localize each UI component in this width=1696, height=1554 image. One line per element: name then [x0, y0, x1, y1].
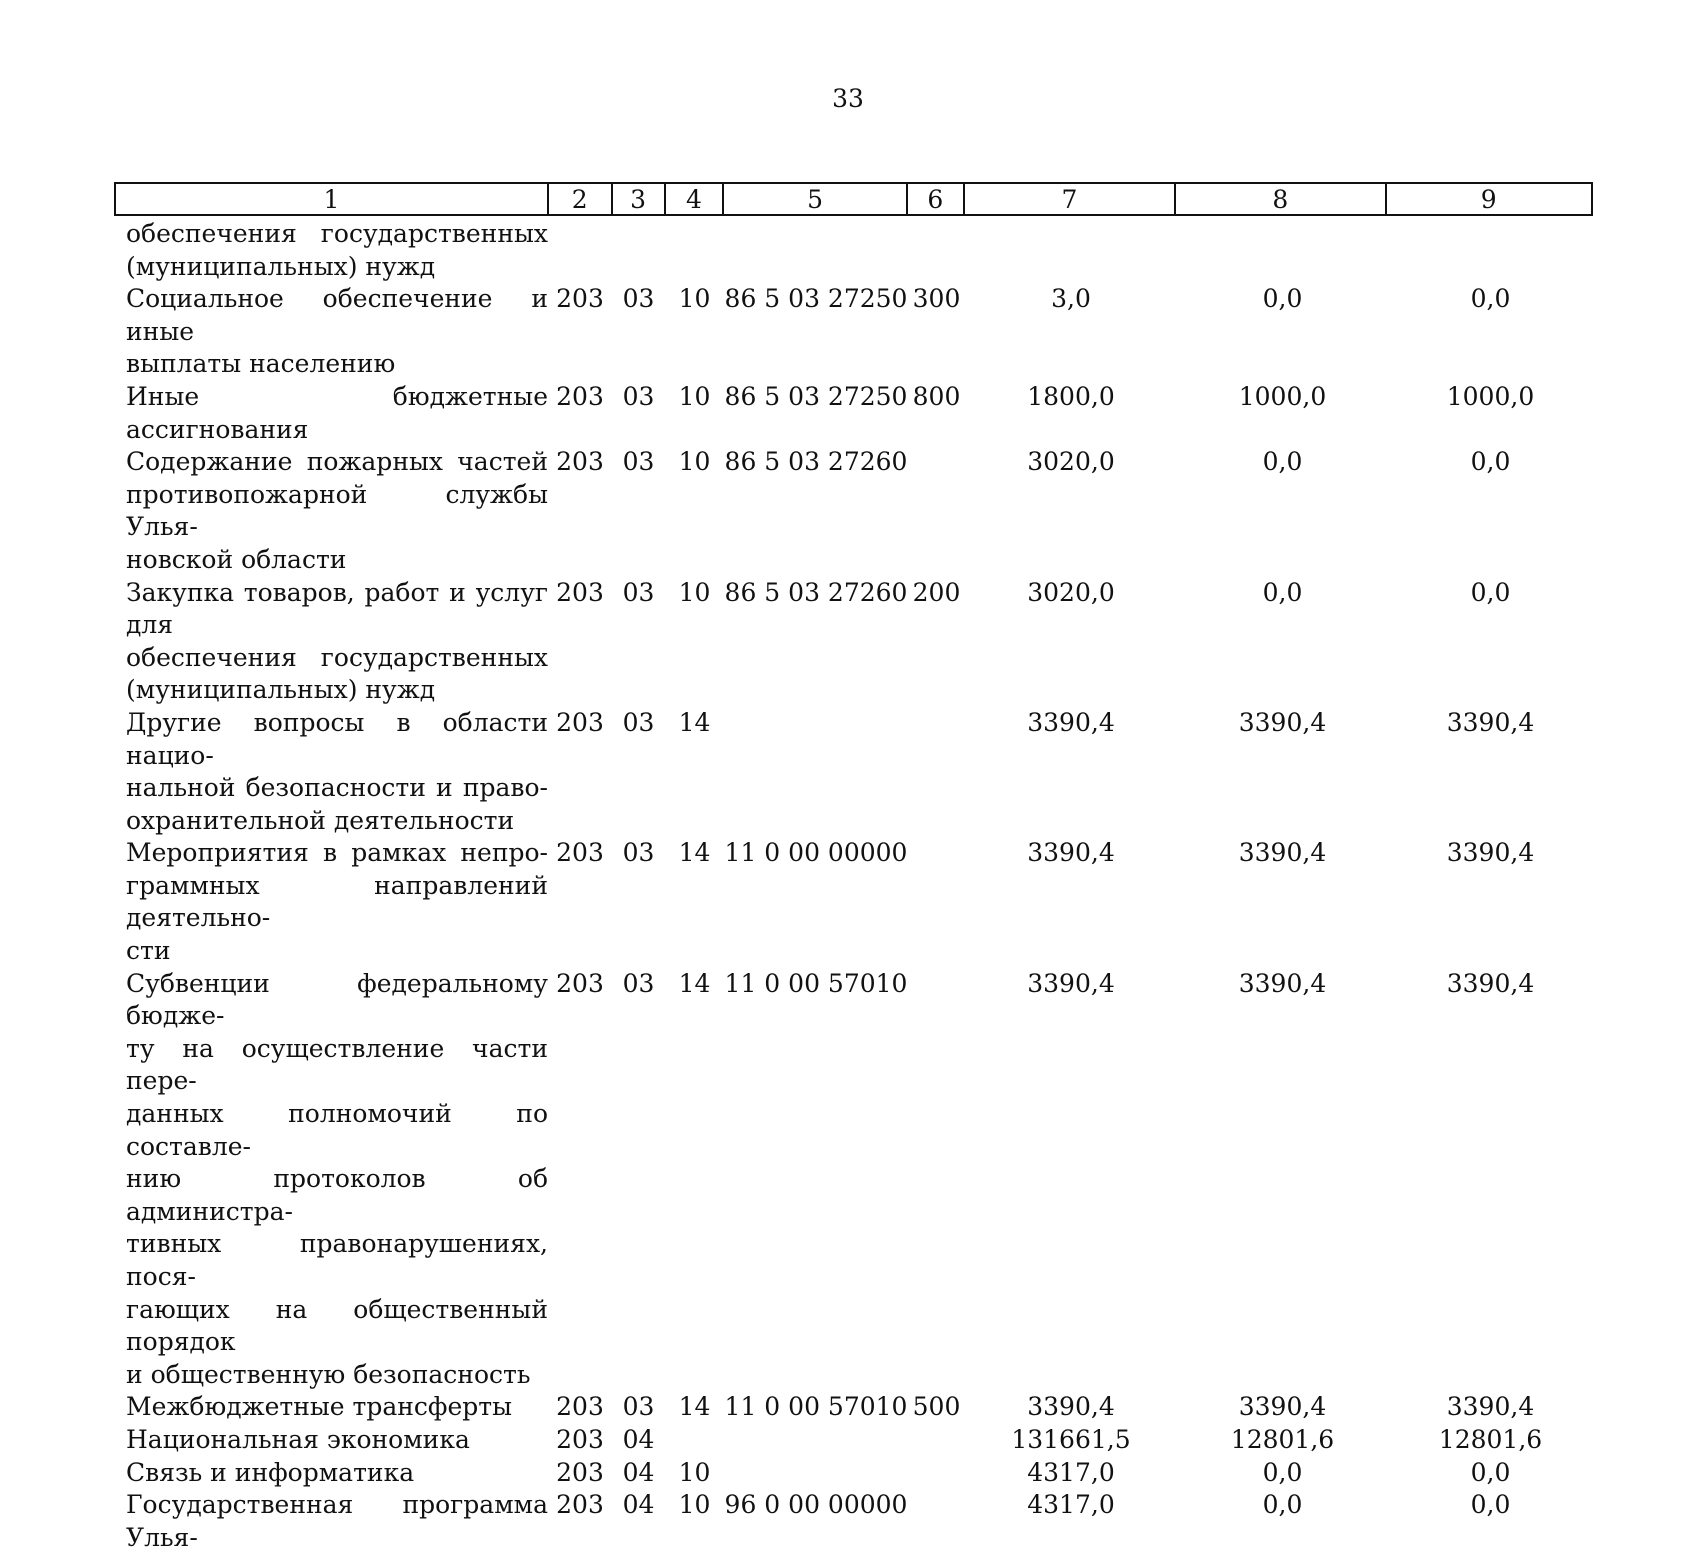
cell-col-7: 3020,0: [1027, 577, 1115, 607]
cell-col-3: 03: [622, 284, 655, 314]
cell-col-2: 203: [556, 707, 604, 737]
cell-col-8: 1000,0: [1238, 381, 1327, 411]
cell-col-5: 11 0 00 57010: [724, 968, 908, 998]
cell-col-4: 10: [678, 1490, 711, 1520]
cell-col-2: 203: [556, 381, 604, 411]
header-cell-col-8: 8: [1176, 184, 1386, 214]
cell-col-6: 500: [912, 1392, 961, 1422]
cell-text-line: нию протоколов об администра-: [126, 1164, 548, 1226]
cell-col-1-name: [114, 1391, 548, 1424]
table-row: [114, 837, 1593, 967]
cell-col-1-name: [114, 1489, 548, 1554]
cell-col-2: 203: [556, 1457, 604, 1487]
cell-text-line: охранительной деятельности: [126, 805, 515, 835]
cell-col-8: 0,0: [1262, 577, 1303, 607]
table-body: [114, 218, 1593, 1554]
cell-col-3: 03: [622, 577, 655, 607]
cell-text-line: Связь и информатика: [126, 1457, 415, 1487]
table-row: [114, 218, 1593, 283]
cell-col-9: 0,0: [1470, 284, 1511, 314]
cell-text-line: (муниципальных) нужд: [126, 675, 436, 705]
cell-col-9: 12801,6: [1438, 1424, 1543, 1454]
cell-col-3: 03: [622, 838, 655, 868]
cell-col-5: 86 5 03 27260: [724, 577, 908, 607]
cell-col-3: 04: [622, 1457, 655, 1487]
table-row: [114, 1457, 1593, 1490]
cell-col-4: 14: [678, 1392, 711, 1422]
cell-col-8: 3390,4: [1238, 707, 1327, 737]
header-cell-col-6: 6: [908, 184, 965, 214]
cell-col-9: 3390,4: [1446, 707, 1535, 737]
header-cell-col-9: 9: [1480, 184, 1497, 214]
cell-col-8: 0,0: [1262, 1490, 1303, 1520]
cell-col-3: 03: [622, 968, 655, 998]
cell-col-5: 11 0 00 57010: [724, 1392, 908, 1422]
cell-col-2: 203: [556, 1490, 604, 1520]
cell-col-1-name: [114, 446, 548, 576]
cell-text-line: граммных направлений деятельно-: [126, 870, 548, 933]
cell-col-1-name: [114, 577, 548, 707]
cell-text-line: и общественную безопасность: [126, 1359, 531, 1389]
cell-col-8: 3390,4: [1238, 838, 1327, 868]
cell-text-line: гающих на общественный порядок: [126, 1294, 548, 1357]
cell-col-4: 14: [678, 968, 711, 998]
cell-col-4: 14: [678, 838, 711, 868]
cell-col-2: 203: [556, 284, 604, 314]
cell-col-8: 3390,4: [1238, 968, 1327, 998]
cell-text-line: сти: [126, 936, 171, 966]
cell-col-7: 131661,5: [1011, 1424, 1131, 1454]
cell-col-1-name: [114, 1457, 548, 1490]
table-row: [114, 283, 1593, 381]
cell-text-line: Другие вопросы в области нацио-: [126, 707, 548, 770]
cell-col-6: 200: [912, 577, 961, 607]
cell-text-line: Национальная экономика: [126, 1424, 470, 1454]
table-row: [114, 1489, 1593, 1554]
cell-text-line: Социальное обеспечение и иные: [126, 284, 548, 346]
cell-text-line: Межбюджетные трансферты: [126, 1392, 513, 1422]
header-cell-col-1: 1: [116, 184, 549, 214]
cell-col-4: 10: [678, 577, 711, 607]
cell-text-line: Закупка товаров, работ и услуг для: [126, 577, 548, 640]
cell-col-5: 86 5 03 27260: [724, 447, 908, 477]
cell-col-9: 3390,4: [1446, 1392, 1535, 1422]
cell-col-1-name: [114, 283, 548, 381]
cell-col-5: 96 0 00 00000: [724, 1490, 908, 1520]
cell-col-4: 10: [678, 447, 711, 477]
cell-text-line: ту на осуществление части пере-: [126, 1033, 548, 1096]
cell-col-1-name: [114, 218, 548, 283]
cell-col-2: 203: [556, 968, 604, 998]
table-row: [114, 1424, 1593, 1457]
cell-col-7: 3390,4: [1027, 838, 1115, 868]
cell-text-line: тивных правонарушениях, пося-: [126, 1229, 548, 1291]
cell-col-9: 0,0: [1470, 447, 1511, 477]
cell-col-4: 10: [678, 381, 711, 411]
cell-text-line: обеспечения государственных: [126, 642, 548, 672]
header-cell-col-5: 5: [724, 184, 908, 214]
cell-col-3: 03: [622, 1392, 655, 1422]
cell-col-7: 4317,0: [1027, 1457, 1115, 1487]
table-row: [114, 1391, 1593, 1424]
table-row: [114, 707, 1593, 837]
cell-col-3: 03: [622, 381, 655, 411]
cell-col-9: 3390,4: [1446, 968, 1535, 998]
cell-col-7: 3390,4: [1027, 707, 1115, 737]
cell-col-8: 12801,6: [1230, 1424, 1335, 1454]
cell-text-line: Иные бюджетные ассигнования: [126, 381, 548, 444]
cell-col-7: 3020,0: [1027, 447, 1115, 477]
cell-col-4: 10: [678, 1457, 711, 1487]
cell-text-line: выплаты населению: [126, 349, 396, 379]
cell-text-line: Субвенции федеральному бюдже-: [126, 968, 548, 1031]
cell-col-9: 1000,0: [1446, 381, 1535, 411]
cell-text-line: данных полномочий по составле-: [126, 1099, 548, 1161]
cell-col-7: 4317,0: [1027, 1490, 1115, 1520]
header-cell-col-2: 2: [549, 184, 613, 214]
cell-col-9: 3390,4: [1446, 838, 1535, 868]
cell-col-1-name: [114, 837, 548, 967]
cell-col-2: 203: [556, 1392, 604, 1422]
cell-col-5: 86 5 03 27250: [724, 284, 908, 314]
cell-col-2: 203: [556, 1424, 604, 1454]
cell-col-7: 3390,4: [1027, 968, 1115, 998]
cell-col-1-name: [114, 381, 548, 446]
table-row: [114, 381, 1593, 446]
header-cell-col-3: 3: [613, 184, 666, 214]
cell-col-1-name: [114, 707, 548, 837]
header-cell-col-4: 4: [666, 184, 725, 214]
cell-col-8: 3390,4: [1238, 1392, 1327, 1422]
cell-col-7: 3390,4: [1027, 1392, 1115, 1422]
cell-col-1-name: [114, 1424, 548, 1457]
cell-col-6: 300: [912, 284, 961, 314]
cell-col-9: 0,0: [1470, 577, 1511, 607]
table-row: [114, 446, 1593, 576]
cell-text-line: новской области: [126, 544, 347, 574]
cell-col-5: 86 5 03 27250: [724, 381, 908, 411]
cell-col-9: 0,0: [1470, 1457, 1511, 1487]
cell-text-line: обеспечения государственных: [126, 219, 548, 248]
table-row: [114, 577, 1593, 707]
cell-col-7: 3,0: [1051, 284, 1091, 314]
cell-col-3: 04: [622, 1490, 655, 1520]
cell-col-4: 10: [678, 284, 711, 314]
cell-col-5: 11 0 00 00000: [724, 838, 908, 868]
cell-col-3: 03: [622, 447, 655, 477]
cell-col-2: 203: [556, 447, 604, 477]
cell-text-line: нальной безопасности и право-: [126, 773, 548, 803]
table-header-row: [114, 182, 1593, 216]
cell-col-3: 04: [622, 1424, 655, 1454]
header-cell-col-7: 7: [965, 184, 1176, 214]
cell-col-1-name: [114, 968, 548, 1392]
cell-col-6: 800: [912, 381, 961, 411]
cell-text-line: противопожарной службы Улья-: [126, 479, 548, 542]
cell-col-8: 0,0: [1262, 447, 1303, 477]
page-number: 33: [832, 84, 864, 113]
cell-text-line: (муниципальных) нужд: [126, 251, 436, 281]
cell-col-3: 03: [622, 707, 655, 737]
cell-text-line: Содержание пожарных частей: [126, 447, 548, 477]
cell-col-8: 0,0: [1262, 1457, 1303, 1487]
cell-text-line: Государственная программа Улья-: [126, 1490, 548, 1552]
table-row: [114, 968, 1593, 1392]
cell-col-8: 0,0: [1262, 284, 1303, 314]
cell-col-2: 203: [556, 577, 604, 607]
cell-col-4: 14: [678, 707, 711, 737]
cell-text-line: Мероприятия в рамках непро-: [126, 838, 548, 868]
cell-col-7: 1800,0: [1027, 381, 1115, 411]
cell-col-9: 0,0: [1470, 1490, 1511, 1520]
cell-col-2: 203: [556, 838, 604, 868]
